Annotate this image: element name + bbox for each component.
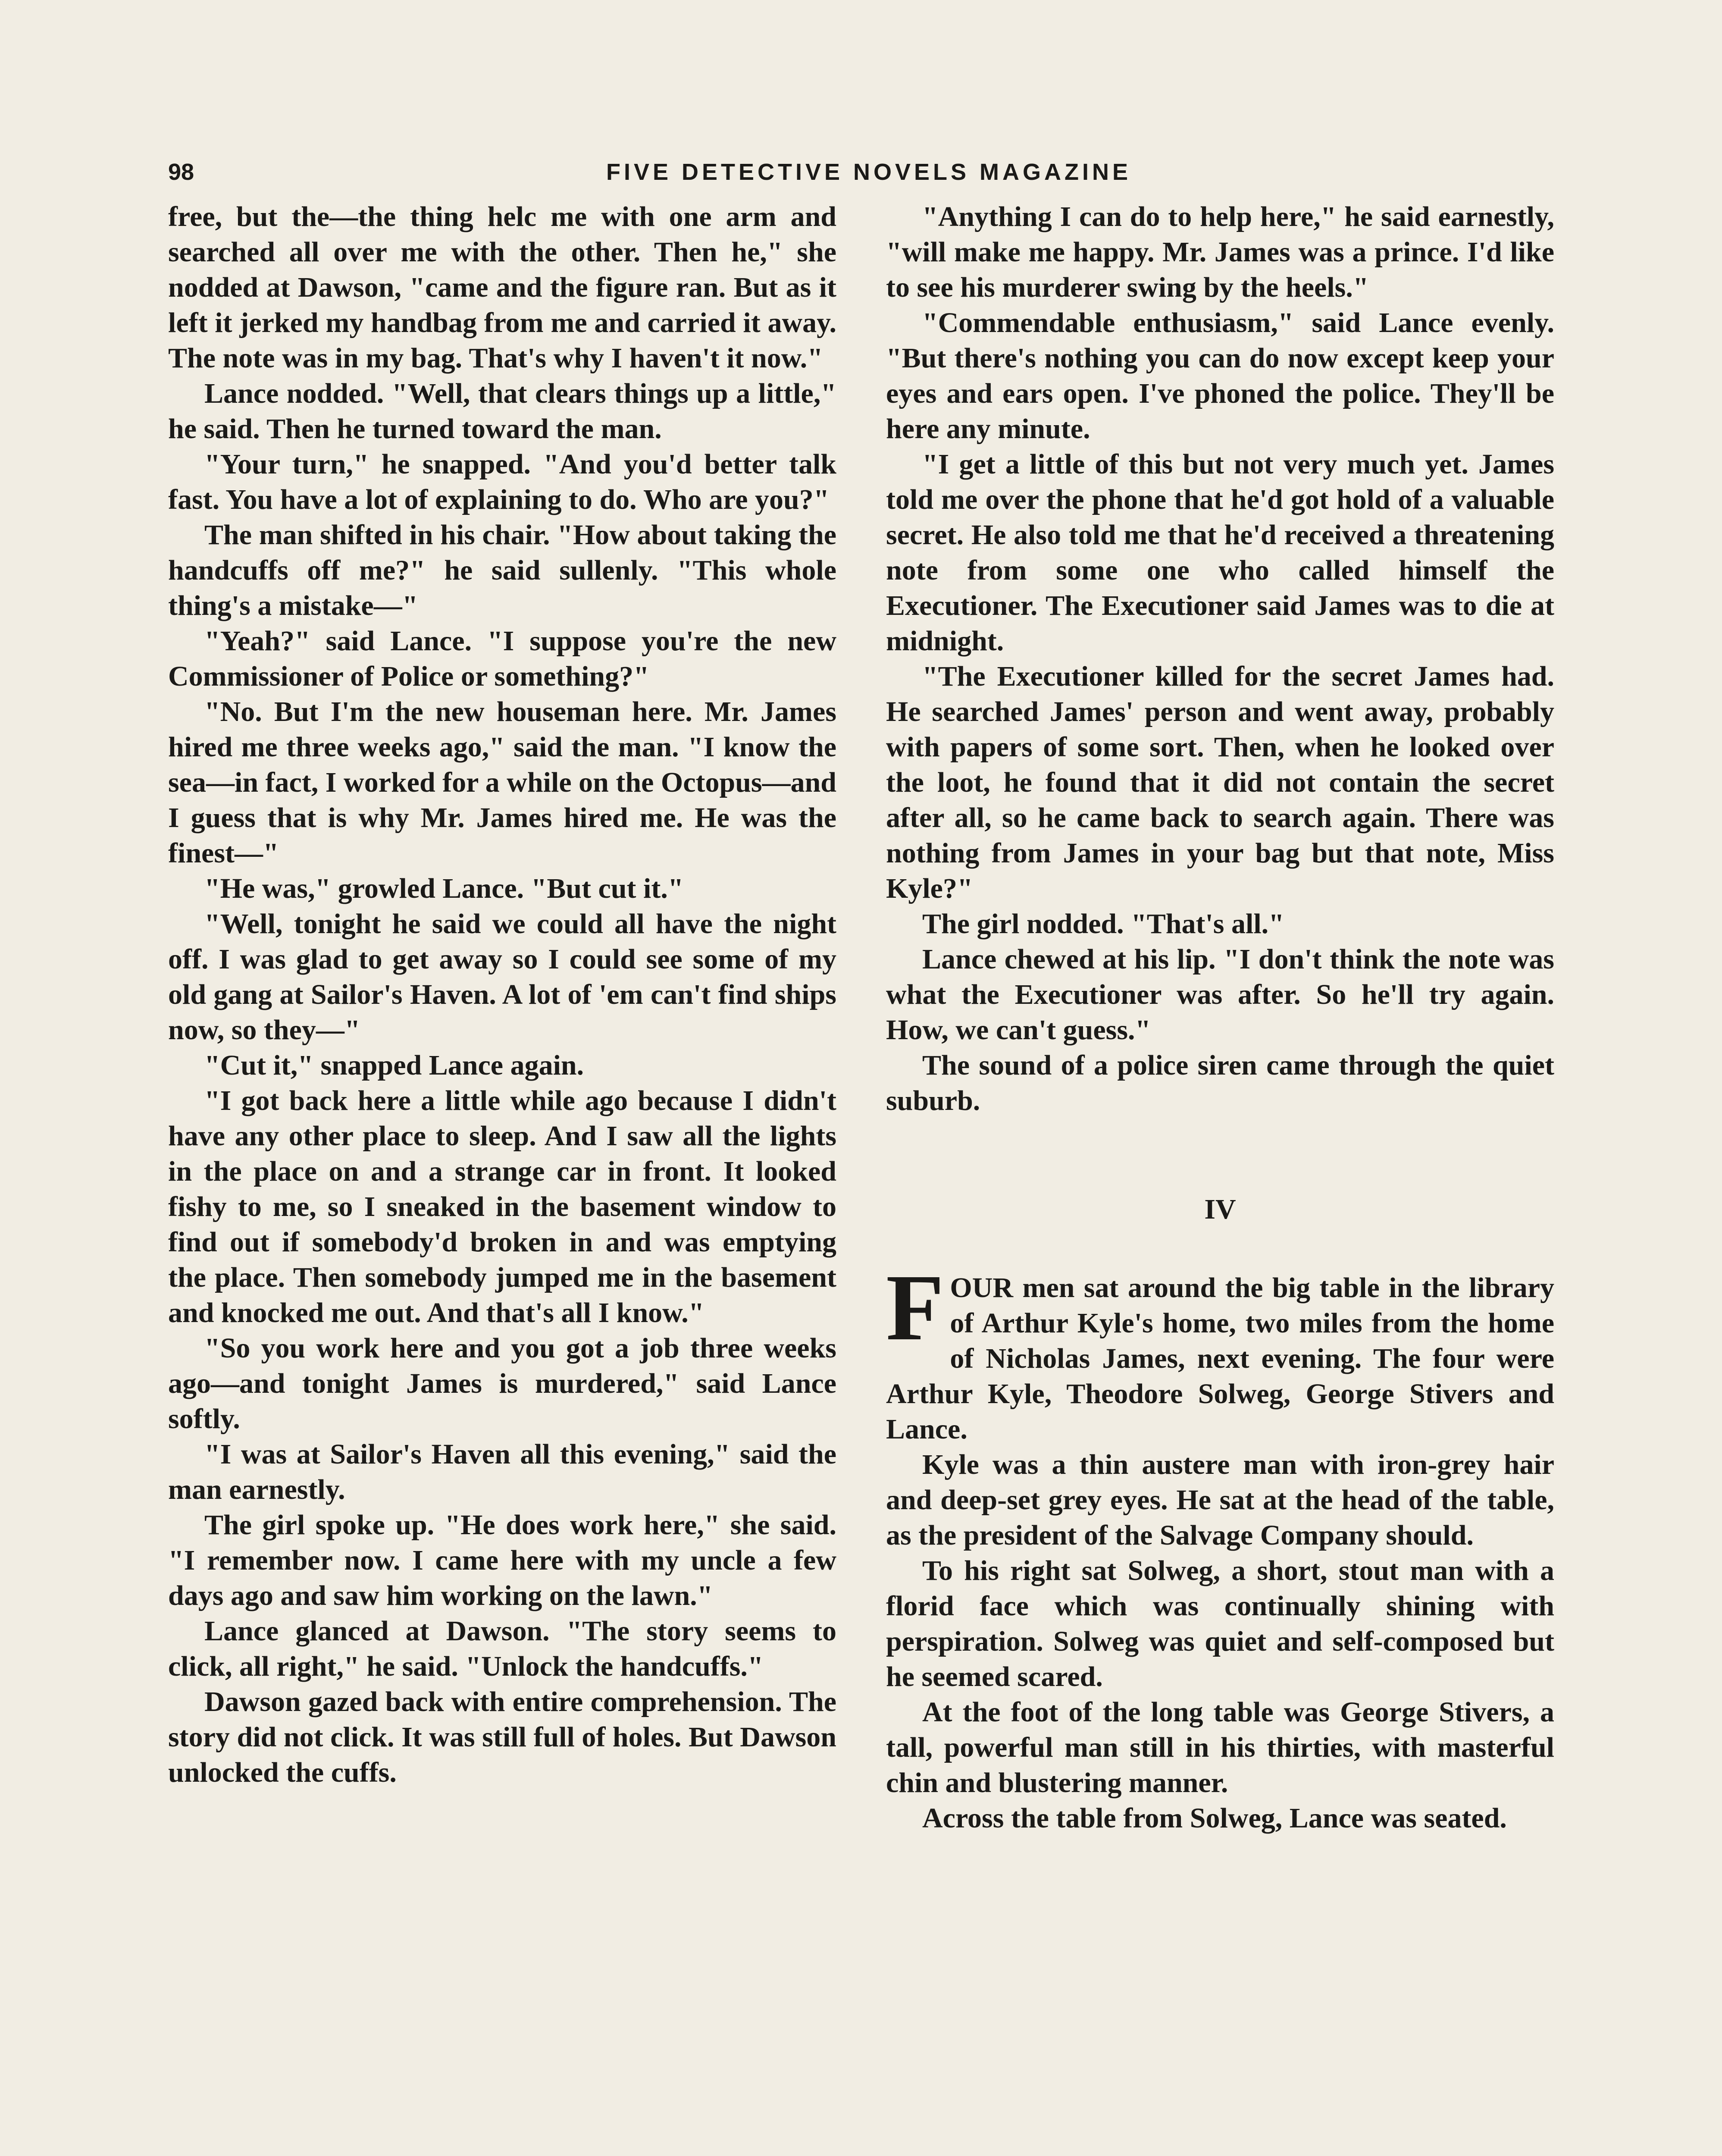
drop-cap: F bbox=[886, 1255, 944, 1360]
page-number: 98 bbox=[168, 159, 194, 185]
opening-text: OUR men sat around the big table in the library of Arthur Kyle's home, two miles from the home of Nicholas James, next evening. The four were Arthur Kyle, Theodore Solweg, George Stivers and Lance. bbox=[886, 1272, 1554, 1445]
paragraph: "I was at Sailor's Haven all this evening," said the man earnestly. bbox=[168, 1438, 836, 1505]
paragraph: Dawson gazed back with entire comprehension. The story did not click. It was still full of holes. But Dawson unlocked the cuffs. bbox=[168, 1686, 836, 1788]
paragraph: "The Executioner killed for the secret James had. He searched James' person and went away, probably with papers of some sort. Then, when he looked over the loot, he found that it did not contain the secret after all, so he came back to search again. There was nothing from James in your bag but that note, Miss Kyle?" bbox=[886, 661, 1554, 904]
paragraph: At the foot of the long table was George Stivers, a tall, powerful man still in his thirties, with masterful chin and blustering manner. bbox=[886, 1696, 1554, 1799]
paragraph: "Well, tonight he said we could all have the night off. I was glad to get away so I could see some of my old gang at Sailor's Haven. A lot of 'em can't find ships now, so they—" bbox=[168, 908, 836, 1046]
paragraph: "Your turn," he snapped. "And you'd better talk fast. You have a lot of explaining to do. Who are you?" bbox=[168, 448, 836, 515]
page-header bbox=[168, 159, 1569, 193]
paragraph: Lance glanced at Dawson. "The story seems to click, all right," he said. "Unlock the handcuffs." bbox=[168, 1615, 836, 1682]
paragraph: The girl nodded. "That's all." bbox=[922, 908, 1284, 940]
left-column bbox=[168, 199, 836, 1790]
paragraph: Kyle was a thin austere man with iron-grey hair and deep-set grey eyes. He sat at the head of the table, as the president of the Salvage Company should. bbox=[886, 1449, 1554, 1551]
paragraph: "I get a little of this but not very much yet. James told me over the phone that he'd got hold of a valuable secret. He also told me that he'd received a threatening note from some one who called himself the Executioner. The Executioner said James was to die at midnight. bbox=[886, 448, 1554, 657]
magazine-title: FIVE DETECTIVE NOVELS MAGAZINE bbox=[606, 159, 1132, 185]
paragraph: The girl spoke up. "He does work here," she said. "I remember now. I came here with my uncle a few days ago and saw him working on the lawn." bbox=[168, 1509, 836, 1611]
right-column bbox=[886, 199, 1554, 1836]
paragraph: "No. But I'm the new houseman here. Mr. James hired me three weeks ago," said the man. "I know the sea—in fact, I worked for a while on the Octopus—and I guess that is why Mr. James hired me. He was the finest—" bbox=[168, 696, 836, 869]
paragraph: Lance chewed at his lip. "I don't think the note was what the Executioner was after. So he'll try again. How, we can't guess." bbox=[886, 943, 1554, 1046]
paragraph: To his right sat Solweg, a short, stout man with a florid face which was continually shining with perspiration. Solweg was quiet and self-composed but he seemed scared. bbox=[886, 1555, 1554, 1692]
paragraph: The man shifted in his chair. "How about taking the handcuffs off me?" he said sullenly. "This whole thing's a mistake—" bbox=[168, 519, 836, 621]
paragraph: "He was," growled Lance. "But cut it." bbox=[204, 873, 684, 904]
paragraph: "Commendable enthusiasm," said Lance evenly. "But there's nothing you can do now except keep your eyes and ears open. I've phoned the police. They'll be here any minute. bbox=[886, 307, 1554, 445]
paragraph: free, but the—the thing helc me with one arm and searched all over me with the other. Then he," she nodded at Dawson, "came and the figure ran. But as it left it jerked my handbag from me and carried it away. The note was in my bag. That's why I haven't it now." bbox=[168, 201, 836, 374]
paragraph: "I got back here a little while ago because I didn't have any other place to sleep. And I saw all the lights in the place on and a strange car in front. It looked fishy to me, so I sneaked in the basement window to find out if somebody'd broken in and was emptying the place. Then somebody jumped me in the basement and knocked me out. And that's all I know." bbox=[168, 1085, 836, 1329]
section-opening-paragraph bbox=[886, 1255, 1554, 1447]
paragraph: "Anything I can do to help here," he said earnestly, "will make me happy. Mr. James was a prince. I'd like to see his murderer swing by the heels." bbox=[886, 201, 1554, 303]
paragraph: The sound of a police siren came through the quiet suburb. bbox=[886, 1050, 1554, 1116]
paragraph: "Yeah?" said Lance. "I suppose you're the new Commissioner of Police or something?" bbox=[168, 625, 836, 692]
section-heading: IV bbox=[1204, 1194, 1236, 1225]
paragraph: Across the table from Solweg, Lance was seated. bbox=[922, 1802, 1507, 1834]
paragraph: "Cut it," snapped Lance again. bbox=[204, 1050, 584, 1081]
paragraph: "So you work here and you got a job three weeks ago—and tonight James is murdered," said Lance softly. bbox=[168, 1332, 836, 1435]
paragraph: Lance nodded. "Well, that clears things up a little," he said. Then he turned toward the man. bbox=[168, 378, 836, 445]
